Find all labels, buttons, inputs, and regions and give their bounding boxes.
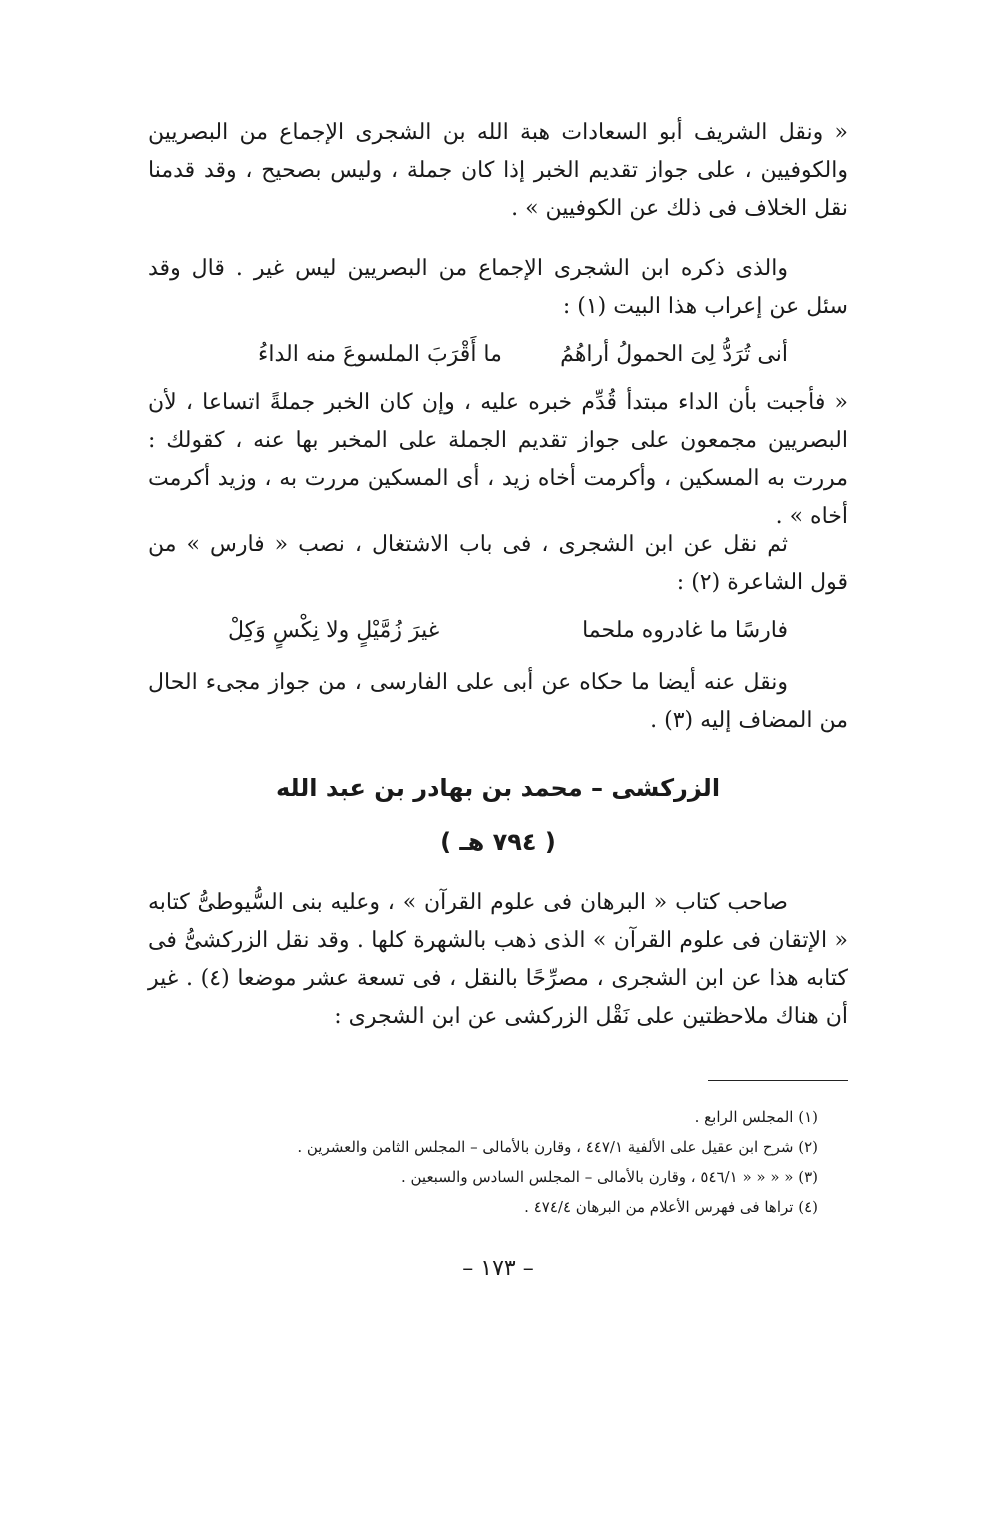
verse-2-first-hemistich: فارسًا ما غادروه ملحما [582,618,788,643]
verse-2-second-hemistich: غيرَ زُمَّيْلٍ ولا نِكْسٍ وَكِلْ [228,618,440,643]
verse-1-second-hemistich: ما أَقْرَبَ الملسوعَ منه الداءُ [258,342,502,367]
paragraph-farisi: ونقل عنه أيضا ما حكاه عن أبى على الفارسى ، من جواز مجىء الحال من المضاف إليه (٣) . [148,670,848,733]
paragraph-quote-ibn-shajari: « ونقل الشريف أبو السعادات هبة الله بن الشجرى الإجماع من البصريين والكوفيين ، على جواز تقديم الخبر إذا كان جملة ، وليس بصحيح ، وقد قدمنا نقل الخلاف فى ذلك عن الكوفيين » . [148,120,848,221]
section-heading-zarkashi: الزركشى – محمد بن بهادر بن عبد الله [275,774,721,802]
paragraph-burhan: صاحب كتاب « البرهان فى علوم القرآن » ، وعليه بنى السُّيوطىُّ كتابه « الإتقان فى علوم القرآن » الذى ذهب بالشهرة كلها . وقد نقل الزركشىُّ فى كتابه هذا عن ابن الشجرى ، مصرِّحًا بالنقل ، فى تسعة عشر موضعا (٤) . غير أن هناك ملاحظتين على نَقْل الزركشى عن ابن الشجرى : [148,890,848,1029]
document-page [148,108,848,1408]
section-heading-year: ( ٧٩٤ هـ ) [440,828,556,856]
verse-1-first-hemistich: أنى تُرَدُّ لِىَ الحمولُ أراهُمُ [560,342,788,367]
footnote-4: (٤) تراها فى فهرس الأعلام من البرهان ٤٧٤/٤ . [524,1198,818,1216]
paragraph-answer-quote: « فأجبت بأن الداء مبتدأ قُدِّم خبره عليه ، وإن كان الخبر جملةً اتساعا ، لأن البصريين مجمعون على جواز تقديم الجملة على المخبر بها عنه ، كقولك : مررت به المسكين ، وأكرمت أخاه زيد ، أى المسكين مررت به ، وزيد أكرمت أخاه » . [148,390,848,529]
paragraph-ishtighal: ثم نقل عن ابن الشجرى ، فى باب الاشتغال ، نصب « فارس » من قول الشاعرة (٢) : [148,532,848,595]
footnote-divider [708,1080,848,1081]
footnote-3: (٣) « « « « ٥٤٦/١ ، وقارن بالأمالى – المجلس السادس والسبعين . [400,1168,818,1186]
page-number: – ١٧٣ – [462,1256,534,1281]
verse-line-1 [148,336,848,374]
paragraph-ijma: والذى ذكره ابن الشجرى الإجماع من البصريين ليس غير . قال وقد سئل عن إعراب هذا البيت (١) : [148,256,848,319]
footnote-1: (١) المجلس الرابع . [694,1108,818,1126]
verse-line-2 [148,612,848,650]
footnote-2: (٢) شرح ابن عقيل على الألفية ٤٤٧/١ ، وقارن بالأمالى – المجلس الثامن والعشرين . [297,1138,818,1156]
